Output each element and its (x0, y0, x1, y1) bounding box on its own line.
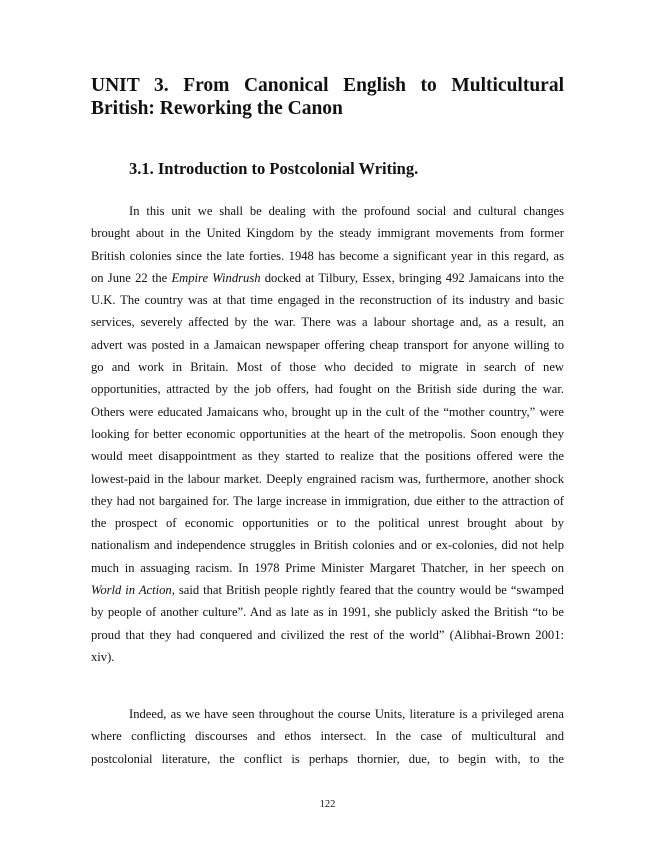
page-number: 122 (319, 799, 336, 810)
text-line: U.K. The country was at that time engaged in the reconstruction of its industry and basic (91, 293, 564, 308)
text-line: services, severely affected by the war. There was a labour shortage and, as a result, an (91, 315, 564, 330)
text-line: would meet disappointment as they started to realize that the positions offered were the (91, 449, 564, 464)
italic-title: Empire Windrush (171, 270, 261, 285)
text-line: brought about in the United Kingdom by the steady immigrant movements from former (91, 226, 564, 241)
text-line: much in assuaging racism. In 1978 Prime Minister Margaret Thatcher, in her speech on (91, 560, 564, 575)
text-line: postcolonial literature, the conflict is perhaps thornier, due, to begin with, to the (91, 751, 564, 766)
text-line: by people of another culture”. And as late as in 1991, she publicly asked the British “to be (91, 605, 564, 620)
text-line: In this unit we shall be dealing with the profound social and cultural changes (129, 204, 564, 218)
text-line: looking for better economic opportunities at the heart of the metropolis. Soon enough they (91, 426, 564, 441)
text-line: the prospect of economic opportunities or to the political unrest brought about by (91, 516, 564, 531)
italic-title: World in Action (91, 583, 172, 598)
text-line: proud that they had conquered and civilized the rest of the world” (Alibhai-Brown 2001: (91, 627, 564, 642)
text-line: they had not bargained for. The large increase in immigration, due either to the attraction of (91, 493, 564, 508)
text-line: British colonies since the late forties. 1948 has become a significant year in this regard, as (91, 248, 564, 263)
text-line: World in Action, said that British people rightly feared that the country would be “swamped (91, 583, 564, 598)
paragraph-1 (91, 200, 564, 668)
paragraph-2 (91, 703, 564, 770)
text-line: nationalism and independence struggles in British colonies and or ex-colonies, did not help (91, 538, 564, 553)
section-heading: 3.1. Introduction to Postcolonial Writing. (129, 159, 419, 178)
text-line: on June 22 the Empire Windrush docked at Tilbury, Essex, bringing 492 Jamaicans into the (91, 270, 564, 285)
text-line: xiv). (91, 649, 115, 664)
text-line: lowest-paid in the labour market. Deeply engrained racism was, furthermore, another shock (91, 471, 564, 486)
text-line: Indeed, as we have seen throughout the course Units, literature is a privileged arena (129, 707, 564, 721)
unit-title: UNIT 3. From Canonical English to Multicultural British: Reworking the Canon (91, 75, 564, 119)
text-line: go and work in Britain. Most of those who decided to migrate in search of new (91, 360, 564, 375)
text-line: where conflicting discourses and ethos intersect. In the case of multicultural and (91, 729, 564, 744)
text-line: advert was posted in a Jamaican newspaper offering cheap transport for anyone willing to (91, 337, 564, 352)
text-line: opportunities, attracted by the job offers, had fought on the British side during the war. (91, 382, 564, 397)
text-line: Others were educated Jamaicans who, brought up in the cult of the “mother country,” were (91, 404, 564, 419)
